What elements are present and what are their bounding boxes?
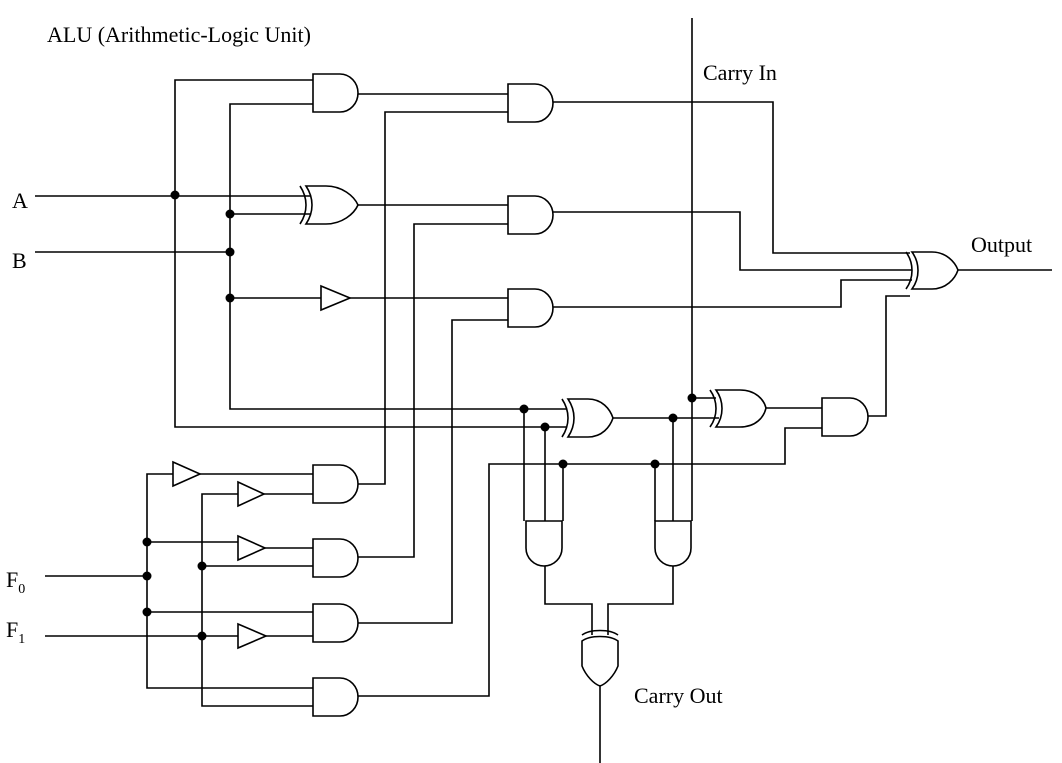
junction-dot — [559, 460, 568, 469]
junction-dot — [226, 210, 235, 219]
junction-dot — [198, 632, 207, 641]
and-gate-dec-3 — [313, 604, 358, 642]
wire-sel2 — [358, 224, 508, 557]
and-gate-dec-4 — [313, 678, 358, 716]
wire-f0-bus — [147, 474, 313, 688]
or-gate-output — [912, 252, 958, 289]
and-gate-ab — [313, 74, 358, 112]
junctions — [143, 191, 697, 641]
and-gate-sel2 — [508, 196, 553, 234]
and-gate-sel3 — [508, 289, 553, 327]
junction-dot — [226, 294, 235, 303]
wires — [35, 18, 1052, 763]
not-gate-f1-a — [238, 482, 264, 506]
junction-dot — [651, 460, 660, 469]
wire-out-and4 — [868, 296, 910, 416]
and-gate-sum — [822, 398, 868, 436]
junction-dot — [143, 572, 152, 581]
f0-base: F — [6, 567, 19, 592]
f1-subscript: 1 — [18, 632, 26, 647]
carry-out-label: Carry Out — [634, 683, 723, 708]
not-gate-f0-b — [238, 536, 265, 560]
xor-gate-2 — [716, 390, 766, 427]
and-gate-dec-1 — [313, 465, 358, 503]
junction-dot — [171, 191, 180, 200]
or-gate-ab-back — [300, 186, 306, 224]
and-gate-carry-1 — [526, 521, 562, 566]
carry-in-label: Carry In — [703, 60, 777, 85]
junction-dot — [669, 414, 678, 423]
and-gate-sel1 — [508, 84, 553, 122]
junction-dot — [688, 394, 697, 403]
junction-dot — [198, 562, 207, 571]
wire-f1-bus — [202, 494, 313, 706]
xor-gate-1 — [568, 399, 613, 437]
junction-dot — [143, 608, 152, 617]
wire-b-bus — [230, 104, 566, 409]
input-b-label: B — [12, 248, 27, 273]
junction-dot — [143, 538, 152, 547]
xor-gate-1-back — [562, 399, 568, 437]
not-gate-b — [321, 286, 350, 310]
wire-out-and2 — [553, 212, 912, 270]
diagram-title: ALU (Arithmetic-Logic Unit) — [47, 22, 311, 47]
junction-dot — [520, 405, 529, 414]
input-a-label: A — [12, 188, 28, 213]
or-gate-ab — [306, 186, 358, 224]
or-gate-carry-out — [582, 637, 618, 687]
not-gate-f1-b — [238, 624, 266, 648]
junction-dot — [541, 423, 550, 432]
wire-sel3 — [358, 320, 508, 623]
or-gate-carry-out-back — [582, 631, 618, 636]
gates — [173, 74, 958, 716]
junction-dot — [226, 248, 235, 257]
f0-subscript: 0 — [18, 582, 26, 597]
f1-base: F — [6, 617, 19, 642]
wire-out-and3 — [553, 280, 912, 307]
wire-carry-and1-out — [545, 566, 592, 635]
wire-carry-and2-out — [608, 566, 673, 635]
not-gate-f0 — [173, 462, 200, 486]
output-label: Output — [971, 232, 1033, 257]
xor-gate-2-back — [710, 390, 716, 427]
and-gate-carry-2 — [655, 521, 691, 566]
wire-out-and1 — [553, 102, 910, 253]
and-gate-dec-2 — [313, 539, 358, 577]
